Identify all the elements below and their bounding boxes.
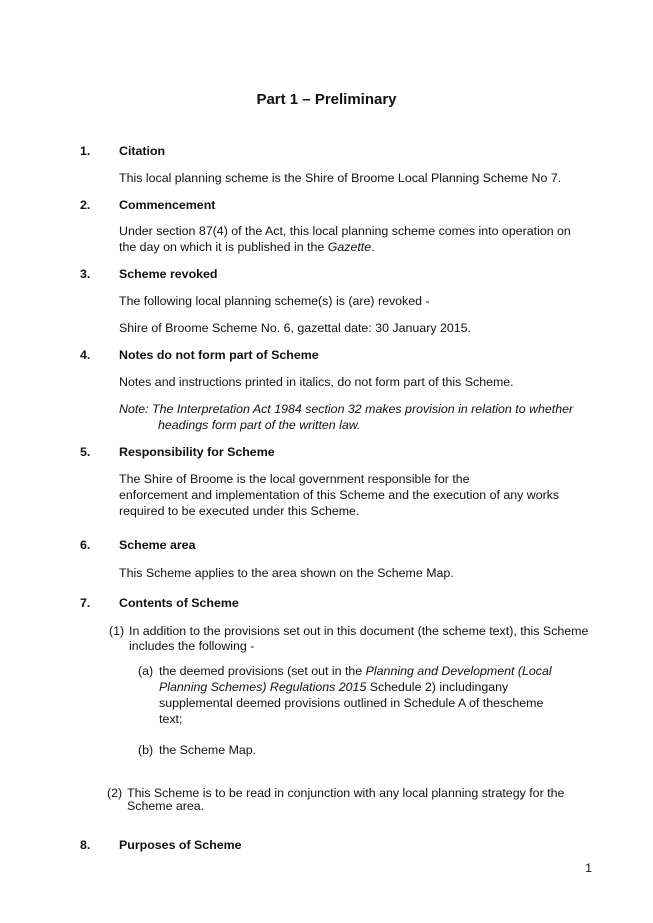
section-number: 6. bbox=[80, 538, 91, 552]
paragraph: This local planning scheme is the Shire of Broome Local Planning Scheme No 7. bbox=[119, 171, 562, 185]
section-heading: Responsibility for Scheme bbox=[119, 445, 275, 459]
paragraph-line bbox=[119, 239, 375, 255]
sublist-label: (b) bbox=[138, 743, 154, 757]
gazette-italic: Gazette bbox=[327, 240, 372, 254]
text-run: Schedule 2) includingany bbox=[366, 680, 509, 694]
paragraph-line: The Shire of Broome is the local government responsible for the bbox=[119, 472, 470, 486]
text-run: the deemed provisions (set out in the bbox=[159, 664, 366, 678]
paragraph: Notes and instructions printed in italics, do not form part of this Scheme. bbox=[119, 375, 514, 389]
sublist-line bbox=[159, 663, 552, 679]
section-heading: Contents of Scheme bbox=[119, 596, 239, 610]
page-number: 1 bbox=[585, 861, 592, 875]
sublist-label: (a) bbox=[138, 664, 154, 678]
note-line: headings form part of the written law. bbox=[158, 418, 361, 432]
section-heading: Scheme area bbox=[119, 538, 196, 552]
section-heading: Scheme revoked bbox=[119, 267, 218, 281]
list-label: (1) bbox=[109, 624, 125, 638]
text-run: the day on which it is published in the bbox=[119, 240, 328, 254]
list-item-line: includes the following - bbox=[129, 639, 255, 653]
paragraph: The following local planning scheme(s) is (are) revoked - bbox=[119, 294, 430, 308]
section-heading: Purposes of Scheme bbox=[119, 838, 242, 852]
paragraph: Shire of Broome Scheme No. 6, gazettal date: 30 January 2015. bbox=[119, 321, 471, 335]
sublist-line bbox=[159, 679, 508, 695]
regulation-italic: Planning Schemes) Regulations 2015 bbox=[159, 680, 367, 694]
text-run: . bbox=[371, 240, 375, 254]
section-number: 1. bbox=[80, 144, 91, 158]
page-title: Part 1 – Preliminary bbox=[256, 91, 397, 108]
note-line: Note: The Interpretation Act 1984 section 32 makes provision in relation to whether bbox=[119, 402, 574, 416]
paragraph-line: enforcement and implementation of this Scheme and the execution of any works bbox=[119, 488, 560, 502]
section-heading: Citation bbox=[119, 144, 166, 158]
section-number: 4. bbox=[80, 348, 91, 362]
section-heading: Commencement bbox=[119, 198, 216, 212]
section-number: 7. bbox=[80, 596, 91, 610]
section-number: 2. bbox=[80, 198, 91, 212]
sublist-line: the Scheme Map. bbox=[159, 743, 257, 757]
sublist-line: text; bbox=[159, 712, 183, 726]
list-item-line: This Scheme is to be read in conjunction with any local planning strategy for the bbox=[127, 786, 565, 800]
section-heading: Notes do not form part of Scheme bbox=[119, 348, 319, 362]
section-number: 8. bbox=[80, 838, 91, 852]
paragraph-line: required to be executed under this Scheme. bbox=[119, 504, 360, 518]
list-item-line: In addition to the provisions set out in this document (the scheme text), this Scheme bbox=[129, 624, 589, 638]
section-number: 3. bbox=[80, 267, 91, 281]
list-item-line: Scheme area. bbox=[127, 799, 205, 813]
section-number: 5. bbox=[80, 445, 91, 459]
regulation-italic: Planning and Development (Local bbox=[365, 664, 552, 678]
paragraph-line: Under section 87(4) of the Act, this local planning scheme comes into operation on bbox=[119, 224, 571, 238]
sublist-line: supplemental deemed provisions outlined in Schedule A of thescheme bbox=[159, 696, 544, 710]
paragraph: This Scheme applies to the area shown on the Scheme Map. bbox=[119, 566, 454, 580]
list-label: (2) bbox=[107, 786, 123, 800]
